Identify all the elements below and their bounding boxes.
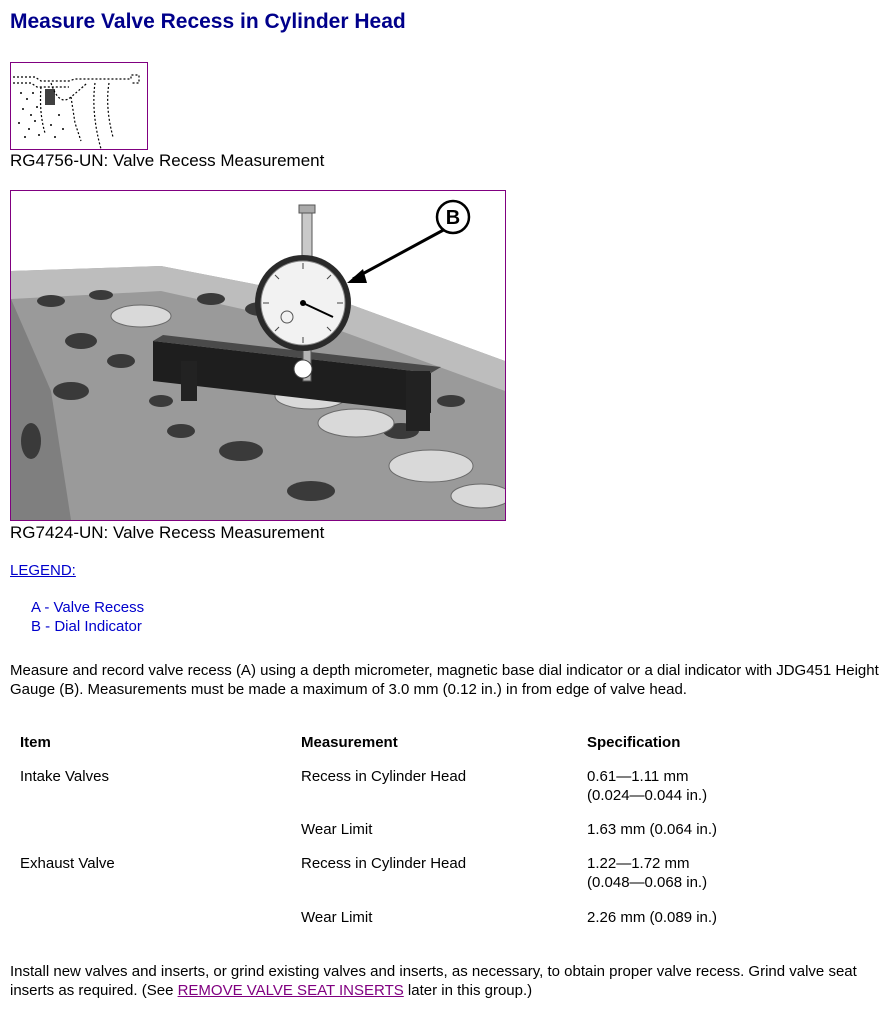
- remove-valve-seat-inserts-link[interactable]: REMOVE VALVE SEAT INSERTS: [177, 982, 404, 999]
- spec-row1-item: Intake Valves: [20, 768, 109, 785]
- spec-row3-spec-line1: 1.22—1.72 mm: [587, 855, 690, 872]
- spec-header-measurement: Measurement: [301, 734, 398, 751]
- figure2-caption-text: : Valve Recess Measurement: [103, 523, 325, 542]
- closing-text-before: Install new valves and inserts, or grind existing valves and inserts, as necessary, to obtain proper valve recess. Grind valve seat inserts as required. (See: [10, 963, 857, 999]
- spec-row1-spec-line2: (0.024—0.044 in.): [587, 787, 708, 804]
- valve-recess-line-drawing: [11, 63, 147, 149]
- spec-row3-item: Exhaust Valve: [20, 855, 115, 872]
- spec-row1-spec-line1: 0.61—1.11 mm: [587, 768, 689, 785]
- figure1-code: RG4756-UN: [10, 151, 104, 170]
- spec-row4-spec-line1: 2.26 mm (0.089 in.): [587, 909, 718, 926]
- spec-row1-measurement: Recess in Cylinder Head: [301, 768, 467, 785]
- callout-b-label: B: [445, 207, 461, 229]
- spec-header-specification: Specification: [587, 734, 681, 751]
- legend-item-b: B - Dial Indicator: [31, 618, 142, 635]
- spec-row4-measurement: Wear Limit: [301, 909, 373, 926]
- figure-photo-rg7424: [10, 190, 506, 521]
- legend-item-a: A - Valve Recess: [31, 599, 145, 616]
- figure-thumbnail-rg4756[interactable]: [10, 62, 148, 150]
- spec-row3-measurement: Recess in Cylinder Head: [301, 855, 467, 872]
- spec-row2-spec-line1: 1.63 mm (0.064 in.): [587, 821, 718, 838]
- spec-header-item: Item: [20, 734, 51, 751]
- figure2-code: RG7424-UN: [10, 523, 104, 542]
- page-title: Measure Valve Recess in Cylinder Head: [10, 10, 406, 33]
- figure1-caption: [10, 151, 324, 171]
- dial-indicator-photo: [11, 191, 505, 520]
- legend-link[interactable]: LEGEND:: [10, 562, 76, 579]
- figure2-caption: [10, 523, 324, 543]
- spec-row2-measurement: Wear Limit: [301, 821, 373, 838]
- spec-row3-spec-line2: (0.048—0.068 in.): [587, 874, 708, 891]
- closing-paragraph: [10, 962, 880, 1000]
- closing-text-after: later in this group.): [403, 982, 533, 999]
- legend-list: [31, 598, 144, 636]
- intro-paragraph: Measure and record valve recess (A) using a depth micrometer, magnetic base dial indicator or a dial indicator with JDG451 Height Gauge (B). Measurements must be made a maximum of 3.0 mm (0.12 in.) in from edge of valve head.: [10, 662, 879, 698]
- figure1-caption-text: : Valve Recess Measurement: [103, 151, 325, 170]
